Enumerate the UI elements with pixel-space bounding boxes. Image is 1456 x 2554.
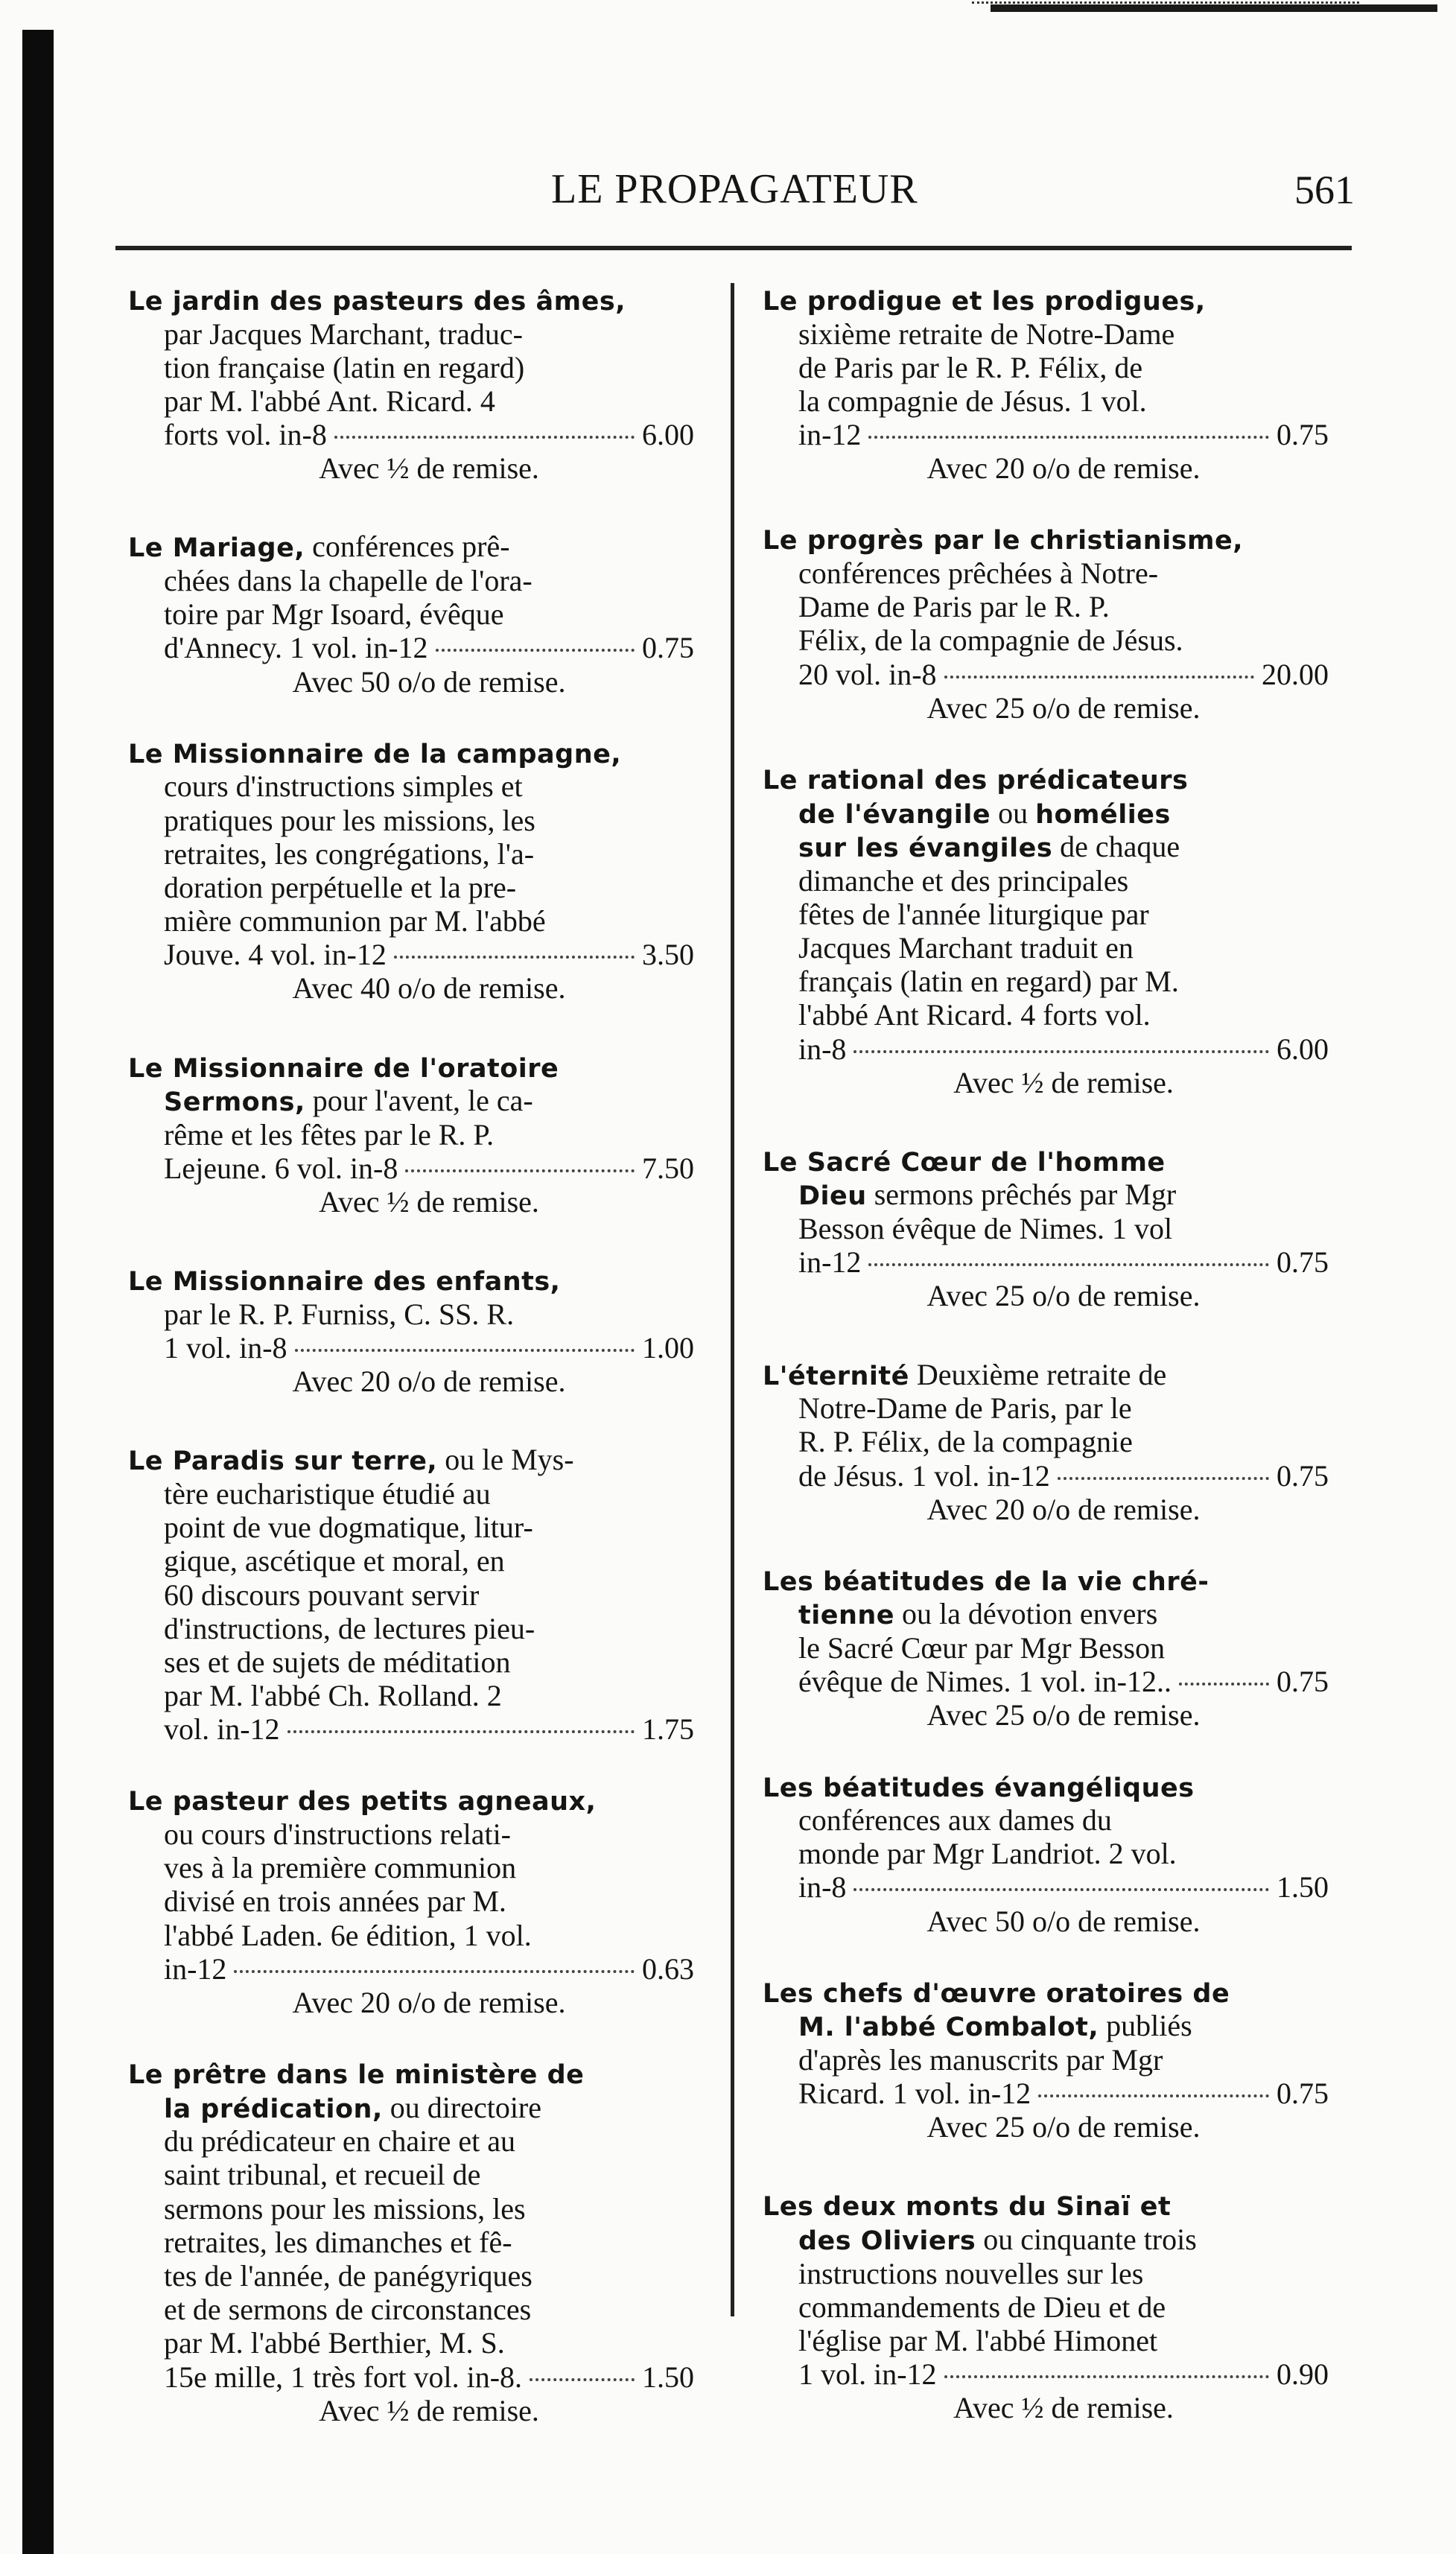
discount-note: Avec 20 o/o de remise. (292, 1985, 566, 2019)
entry-first-line (128, 1050, 694, 1084)
catalog-entry (763, 762, 1329, 1099)
price-value: 0.63 (642, 1951, 694, 1986)
entry-line: par le R. P. Furniss, C. SS. R. (164, 1297, 515, 1331)
entry-first-line (128, 1443, 694, 1477)
entry-line: R. P. Félix, de la compagnie (798, 1425, 1133, 1459)
entry-line: gique, ascétique et moral, en (164, 1544, 505, 1578)
price-label: 1 vol. in-8 (164, 1331, 287, 1365)
entry-title: Le jardin des pasteurs des âmes, (128, 287, 626, 317)
discount-note: Avec 25 o/o de remise. (926, 2110, 1201, 2144)
catalog-entry (763, 1358, 1329, 1526)
entry-line: Dieu sermons prêchés par Mgr (798, 1178, 1177, 1212)
entry-title-rest: ou le Mys- (437, 1443, 574, 1477)
entry-first-line (763, 1975, 1329, 2010)
price-label: in-8 (798, 1032, 847, 1066)
entry-title-cont: tienne (798, 1601, 895, 1631)
price-value: 20.00 (1262, 657, 1329, 691)
discount-note: Avec 25 o/o de remise. (926, 1698, 1201, 1732)
column-divider (731, 283, 734, 2316)
scan-binding-edge (22, 30, 54, 2554)
entry-line: sixième retraite de Notre-Dame (798, 317, 1175, 351)
entry-first-line (763, 762, 1329, 796)
price-value: 0.90 (1277, 2357, 1329, 2392)
price-label: d'Annecy. 1 vol. in-12 (164, 631, 428, 665)
entry-line: toire par Mgr Isoard, évêque (164, 597, 504, 632)
catalog-entry (763, 1563, 1329, 1732)
price-row (763, 1459, 1329, 1493)
entry-line: conférences prêchées à Notre- (798, 556, 1159, 591)
entry-line: ses et de sujets de méditation (164, 1645, 511, 1679)
catalog-entry (128, 1263, 694, 1398)
entry-title-cont: M. l'abbé Combalot, (798, 2013, 1099, 2043)
entry-title-cont: des Oliviers (798, 2226, 976, 2257)
discount-note: Avec 20 o/o de remise. (292, 1365, 566, 1399)
entry-line: Notre-Dame de Paris, par le (798, 1391, 1132, 1426)
entry-line: fêtes de l'année liturgique par (798, 897, 1149, 931)
discount-note: Avec 20 o/o de remise. (926, 451, 1201, 486)
running-head: LE PROPAGATEUR (551, 166, 918, 212)
dot-leader (334, 436, 635, 439)
dot-leader (944, 676, 1254, 679)
price-value: 1.50 (1277, 1870, 1329, 1905)
dot-leader (394, 956, 635, 959)
entry-line: d'instructions, de lectures pieu- (164, 1611, 535, 1645)
catalog-entry (763, 1975, 1329, 2144)
entry-title: Le Paradis sur terre, (128, 1446, 438, 1477)
discount-note: Avec ½ de remise. (319, 1185, 539, 1219)
price-row (763, 2077, 1329, 2110)
price-row (763, 1870, 1329, 1904)
entry-first-line (128, 283, 694, 317)
dot-leader (405, 1169, 635, 1172)
entry-line: monde par Mgr Landriot. 2 vol. (798, 1837, 1177, 1871)
header-rule (115, 246, 1352, 250)
entry-first-line (763, 522, 1329, 556)
price-row (128, 631, 694, 664)
dot-leader (1058, 1477, 1269, 1480)
dot-leader (436, 649, 635, 652)
price-label: évêque de Nimes. 1 vol. in-12.. (798, 1665, 1172, 1699)
entry-title-cont: Dieu (798, 1181, 867, 1212)
dot-leader (853, 1888, 1269, 1891)
entry-line: sermons pour les missions, les (164, 2191, 526, 2226)
dot-leader (530, 2378, 635, 2381)
price-value: 0.75 (1277, 1245, 1329, 1280)
entry-line: d'après les manuscrits par Mgr (798, 2042, 1163, 2077)
entry-line: ou cours d'instructions relati- (164, 1817, 511, 1851)
entry-first-line (763, 1144, 1329, 1178)
price-row (128, 1712, 694, 1746)
entry-line: français (latin en regard) par M. (798, 965, 1179, 999)
price-row (128, 2360, 694, 2394)
entry-line: par M. l'abbé Ch. Rolland. 2 (164, 1679, 502, 1713)
entry-line: sur les évangiles de chaque (798, 830, 1180, 864)
discount-note: Avec 20 o/o de remise. (926, 1492, 1201, 1526)
dot-leader (944, 2375, 1269, 2378)
entry-line: la prédication, ou directoire (164, 2090, 542, 2124)
price-label: 20 vol. in-8 (798, 657, 937, 691)
entry-line: rême et les fêtes par le R. P. (164, 1117, 495, 1151)
entry-title: Les deux monts du Sinaï et (763, 2192, 1172, 2223)
discount-note: Avec 50 o/o de remise. (926, 1904, 1201, 1938)
catalog-entry (128, 2056, 694, 2427)
price-value: 6.00 (1277, 1032, 1329, 1066)
price-label: de Jésus. 1 vol. in-12 (798, 1458, 1050, 1493)
catalog-entry (763, 1770, 1329, 1938)
dot-leader (1179, 1683, 1269, 1686)
entry-line: instructions nouvelles sur les (798, 2256, 1144, 2290)
entry-line: par Jacques Marchant, traduc- (164, 317, 523, 351)
discount-note: Avec 50 o/o de remise. (292, 664, 566, 699)
price-row (128, 1151, 694, 1185)
entry-line: le Sacré Cœur par Mgr Besson (798, 1630, 1166, 1665)
entry-line: tère eucharistique étudié au (164, 1476, 491, 1511)
dot-leader (1038, 2094, 1269, 2097)
entry-title: Les chefs d'œuvre oratoires de (763, 1978, 1230, 2009)
entry-line: mière communion par M. l'abbé (164, 904, 546, 938)
entry-first-line (128, 2056, 694, 2091)
price-value: 3.50 (642, 938, 694, 972)
entry-first-line (763, 283, 1329, 317)
entry-line: 60 discours pouvant servir (164, 1578, 480, 1612)
entry-title: Le Missionnaire de l'oratoire (128, 1053, 559, 1084)
entry-line: par M. l'abbé Ant. Ricard. 4 (164, 384, 495, 418)
entry-line: doration perpétuelle et la pre- (164, 870, 517, 904)
entry-line: conférences aux dames du (798, 1803, 1112, 1837)
price-label: in-12 (798, 418, 862, 452)
price-value: 0.75 (1277, 418, 1329, 452)
catalog-entry (763, 283, 1329, 485)
dot-leader (853, 1050, 1269, 1053)
dot-leader (868, 436, 1269, 439)
entry-line: la compagnie de Jésus. 1 vol. (798, 384, 1147, 418)
discount-note: Avec ½ de remise. (319, 451, 539, 486)
discount-note: Avec 25 o/o de remise. (926, 690, 1201, 725)
discount-note: Avec ½ de remise. (953, 1065, 1174, 1099)
price-value: 1.00 (642, 1331, 694, 1365)
dot-leader (234, 1970, 635, 1973)
entry-line: saint tribunal, et recueil de (164, 2158, 481, 2192)
price-label: vol. in-12 (164, 1712, 280, 1747)
catalog-entry (763, 1144, 1329, 1313)
entry-line: par M. l'abbé Berthier, M. S. (164, 2326, 505, 2360)
catalog-entry (128, 1443, 694, 1746)
price-label: in-8 (798, 1870, 847, 1905)
entry-line: Dame de Paris par le R. P. (798, 590, 1110, 624)
price-value: 0.75 (642, 631, 694, 665)
entry-title-cont: sur les évangiles (798, 833, 1053, 864)
entry-line: ves à la première communion (164, 1851, 517, 1885)
entry-line: Jacques Marchant traduit en (798, 930, 1134, 965)
price-label: in-12 (798, 1245, 862, 1280)
entry-title: Le prodigue et les prodigues, (763, 287, 1206, 317)
price-row (128, 1331, 694, 1365)
entry-title-cont: la prédication, (164, 2094, 383, 2124)
left-column (128, 283, 694, 2427)
price-label: Jouve. 4 vol. in-12 (164, 938, 387, 972)
entry-title: Le pasteur des petits agneaux, (128, 1787, 597, 1817)
discount-note: Avec ½ de remise. (319, 2393, 539, 2427)
price-row (763, 418, 1329, 451)
entry-title: Les béatitudes de la vie chré- (763, 1566, 1209, 1597)
price-value: 0.75 (1277, 1458, 1329, 1493)
entry-line: dimanche et des principales (798, 863, 1129, 898)
price-row (128, 938, 694, 971)
catalog-entry (763, 522, 1329, 724)
entry-line: et de sermons de circonstances (164, 2293, 532, 2327)
entry-line: retraites, les dimanches et fê- (164, 2225, 512, 2259)
price-row (128, 1952, 694, 1986)
page-number: 561 (1294, 168, 1355, 212)
dot-leader (295, 1349, 635, 1352)
price-label: in-12 (164, 1951, 227, 1986)
entry-title: L'éternité (763, 1361, 909, 1391)
entry-title: Le rational des prédicateurs (763, 765, 1189, 795)
price-row (128, 418, 694, 451)
entry-first-line (763, 2188, 1329, 2223)
entry-title: Le Missionnaire de la campagne, (128, 739, 622, 769)
price-value: 6.00 (642, 418, 694, 452)
entry-title: Les béatitudes évangéliques (763, 1773, 1195, 1803)
entry-title-cont: Sermons, (164, 1087, 305, 1118)
catalog-entry (128, 283, 694, 485)
price-value: 1.50 (642, 2360, 694, 2394)
entry-line: chées dans la chapelle de l'ora- (164, 564, 533, 598)
entry-first-line (128, 736, 694, 770)
price-row (763, 658, 1329, 691)
entry-line: retraites, les congrégations, l'a- (164, 836, 535, 871)
entry-line: tes de l'année, de panégyriques (164, 2258, 533, 2293)
discount-note: Avec ½ de remise. (953, 2391, 1174, 2425)
price-label: 15e mille, 1 très fort vol. in-8. (164, 2360, 523, 2394)
entry-first-line (128, 530, 694, 564)
catalog-entry (128, 1783, 694, 2019)
entry-line: tion française (latin en regard) (164, 350, 525, 384)
price-row (763, 1032, 1329, 1066)
entry-line: de l'évangile ou homélies (798, 795, 1171, 830)
entry-title: Le Mariage, (128, 533, 305, 564)
price-label: forts vol. in-8 (164, 418, 327, 452)
entry-line: pratiques pour les missions, les (164, 803, 535, 837)
page-header (112, 149, 1355, 231)
entry-first-line (128, 1783, 694, 1817)
entry-line: divisé en trois années par M. (164, 1884, 506, 1919)
entry-line: M. l'abbé Combalot, publiés (798, 2009, 1192, 2043)
entry-line: point de vue dogmatique, litur- (164, 1511, 533, 1545)
catalog-entry (128, 1050, 694, 1219)
dot-leader (287, 1730, 635, 1733)
entry-title: Le prêtre dans le ministère de (128, 2060, 585, 2091)
entry-line: cours d'instructions simples et (164, 769, 523, 804)
entry-line: des Oliviers ou cinquante trois (798, 2223, 1197, 2257)
entry-line: l'église par M. l'abbé Himonet (798, 2323, 1158, 2357)
entry-line: Félix, de la compagnie de Jésus. (798, 623, 1183, 658)
entry-first-line (763, 1563, 1329, 1598)
entry-line: commandements de Dieu et de (798, 2290, 1166, 2324)
entry-line: de Paris par le R. P. Félix, de (798, 350, 1143, 384)
dot-leader (868, 1263, 1269, 1266)
price-label: Ricard. 1 vol. in-12 (798, 2077, 1031, 2111)
entry-line: l'abbé Ant Ricard. 4 forts vol. (798, 998, 1151, 1032)
price-label: Lejeune. 6 vol. in-8 (164, 1151, 398, 1185)
entry-title-rest: Deuxième retraite de (909, 1357, 1167, 1391)
entry-title: Le progrès par le christianisme, (763, 526, 1244, 556)
entry-title-rest: conférences prê- (305, 530, 510, 564)
entry-first-line (763, 1358, 1329, 1392)
price-value: 1.75 (642, 1712, 694, 1747)
entry-line: du prédicateur en chaire et au (164, 2124, 515, 2158)
catalog-entry (763, 2188, 1329, 2424)
entry-title-cont: de l'évangile (798, 799, 991, 830)
catalog-entry (128, 530, 694, 698)
scan-top-line (991, 4, 1437, 12)
entry-line: Besson évêque de Nimes. 1 vol (798, 1212, 1173, 1246)
discount-note: Avec 40 o/o de remise. (292, 971, 566, 1006)
entry-line: l'abbé Laden. 6e édition, 1 vol. (164, 1918, 532, 1952)
price-value: 0.75 (1277, 2077, 1329, 2111)
entry-title: Le Sacré Cœur de l'homme (763, 1147, 1166, 1178)
price-label: 1 vol. in-12 (798, 2357, 937, 2392)
price-row (763, 2357, 1329, 2391)
entry-first-line (128, 1263, 694, 1297)
price-value: 7.50 (642, 1151, 694, 1185)
entry-title: Le Missionnaire des enfants, (128, 1267, 561, 1297)
entry-first-line (763, 1770, 1329, 1804)
discount-note: Avec 25 o/o de remise. (926, 1279, 1201, 1313)
catalog-entry (128, 736, 694, 1006)
price-value: 0.75 (1277, 1665, 1329, 1699)
entry-line: Sermons, pour l'avent, le ca- (164, 1084, 533, 1118)
price-row (763, 1245, 1329, 1279)
entry-title-cont: homélies (1035, 799, 1171, 830)
right-column (763, 283, 1329, 2425)
price-row (763, 1665, 1329, 1698)
entry-line: tienne ou la dévotion envers (798, 1597, 1158, 1631)
